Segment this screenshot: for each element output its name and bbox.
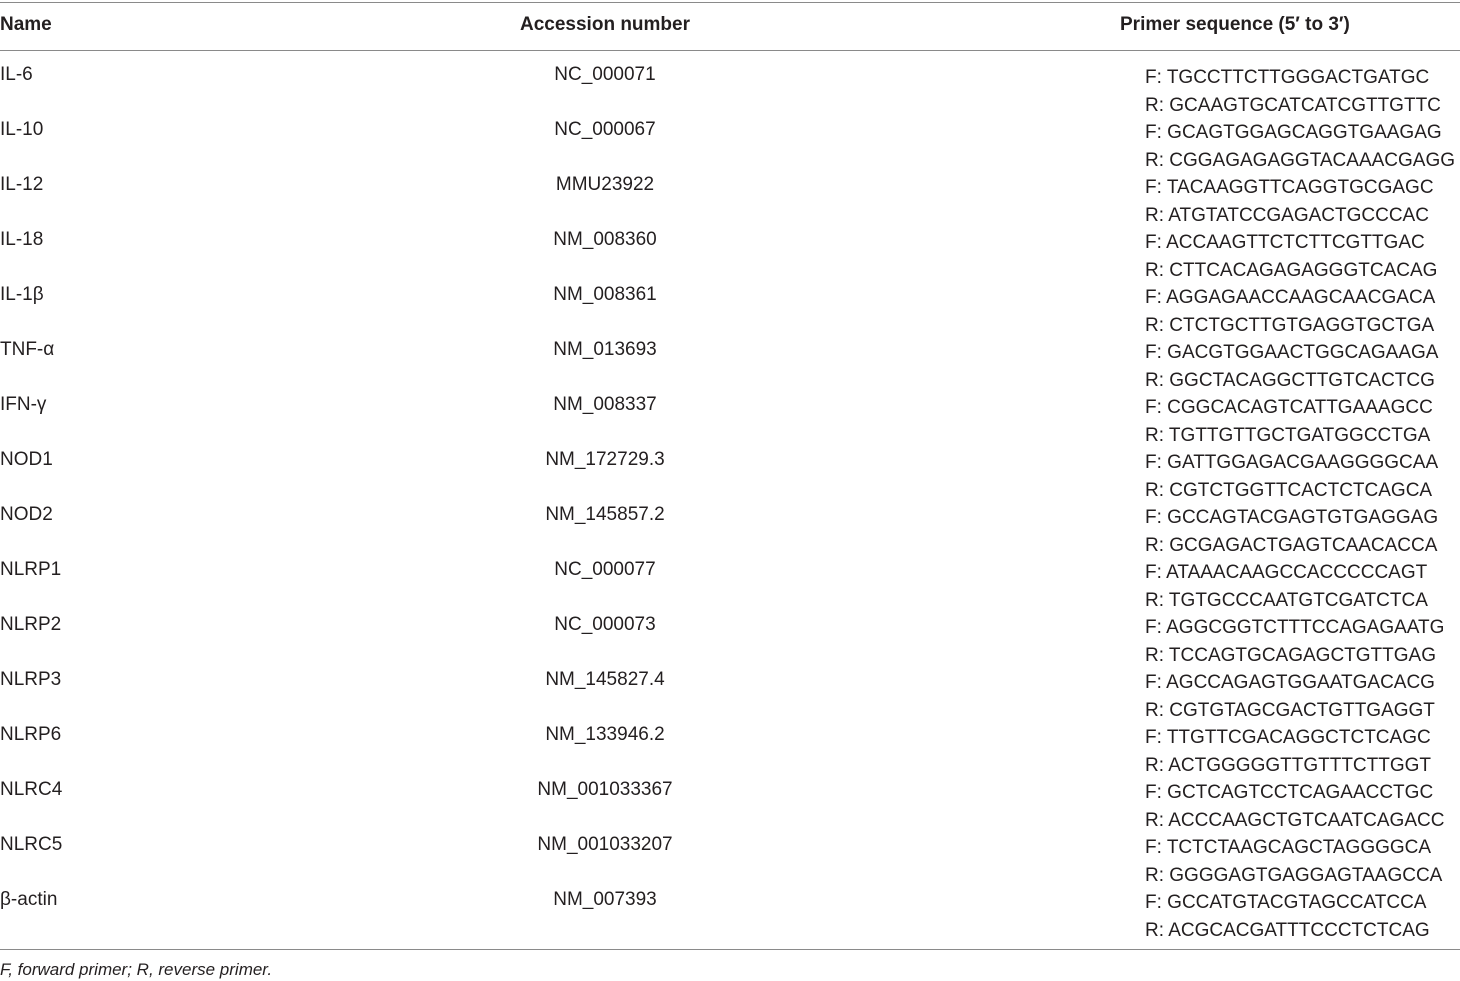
table-footnote: F, forward primer; R, reverse primer. (0, 960, 273, 979)
primer-sequence-cell (1145, 834, 1442, 889)
reverse-primer: R: TGTGCCCAATGTCGATCTCA (1145, 589, 1428, 611)
primer-sequence-cell (1145, 174, 1434, 229)
reverse-primer: R: ACGCACGATTTCCCTCTCAG (1145, 919, 1430, 941)
table-row (0, 445, 1460, 500)
header-accession: Accession number (520, 14, 690, 35)
forward-primer: F: GCCATGTACGTAGCCATCCA (1145, 892, 1427, 913)
primer-sequence-cell (1145, 64, 1441, 119)
forward-primer: F: ACCAAGTTCTCTTCGTTGAC (1145, 232, 1425, 253)
accession-number-cell: NM_008360 (553, 229, 657, 250)
table-row (0, 610, 1460, 665)
primer-sequence-cell (1145, 779, 1444, 834)
forward-primer: F: TCTCTAAGCAGCTAGGGGCA (1145, 837, 1432, 858)
primer-sequence-cell (1145, 724, 1431, 779)
table-row (0, 335, 1460, 390)
gene-name-cell: IL-1β (0, 284, 44, 305)
reverse-primer: R: CGGAGAGAGGTACAAACGAGG (1145, 149, 1456, 171)
primer-sequence-cell (1145, 339, 1438, 394)
accession-number-cell: NM_008361 (553, 284, 657, 305)
table-bottom-rule (0, 949, 1460, 950)
table-row (0, 775, 1460, 830)
accession-number-cell: NM_008337 (553, 394, 657, 415)
accession-number-cell: NC_000067 (554, 119, 656, 140)
table-row (0, 60, 1460, 115)
gene-name-cell: NOD2 (0, 504, 53, 525)
gene-name-cell: IL-10 (0, 119, 44, 140)
header-rule (0, 50, 1460, 51)
table-row (0, 830, 1460, 885)
table-row (0, 555, 1460, 610)
forward-primer: F: AGGAGAACCAAGCAACGACA (1145, 287, 1436, 308)
reverse-primer: R: GCAAGTGCATCATCGTTGTTC (1145, 94, 1441, 116)
table-row (0, 225, 1460, 280)
primer-sequence-cell (1145, 449, 1438, 504)
forward-primer: F: GATTGGAGACGAAGGGGCAA (1145, 452, 1439, 473)
accession-number-cell: NC_000077 (554, 559, 656, 580)
accession-number-cell: NM_013693 (553, 339, 657, 360)
reverse-primer: R: CTTCACAGAGAGGGTCACAG (1145, 259, 1438, 281)
reverse-primer: R: ATGTATCCGAGACTGCCCAC (1145, 204, 1429, 226)
table-body (0, 60, 1460, 940)
primer-sequence-cell (1145, 119, 1455, 174)
header-primer: Primer sequence (5′ to 3′) (1120, 14, 1350, 35)
reverse-primer: R: GGGGAGTGAGGAGTAAGCCA (1145, 864, 1443, 886)
gene-name-cell: IFN-γ (0, 394, 47, 415)
forward-primer: F: TGCCTTCTTGGGACTGATGC (1145, 67, 1430, 88)
accession-number-cell: NM_145827.4 (545, 669, 665, 690)
accession-number-cell: NM_007393 (553, 889, 657, 910)
forward-primer: F: CGGCACAGTCATTGAAAGCC (1145, 397, 1433, 418)
gene-name-cell: NLRC5 (0, 834, 63, 855)
table-row (0, 500, 1460, 555)
primer-sequence-cell (1145, 889, 1430, 944)
primer-sequence-cell (1145, 669, 1435, 724)
table-row (0, 390, 1460, 445)
table-row (0, 170, 1460, 225)
forward-primer: F: GCTCAGTCCTCAGAACCTGC (1145, 782, 1434, 803)
reverse-primer: R: CTCTGCTTGTGAGGTGCTGA (1145, 314, 1435, 336)
reverse-primer: R: CGTGTAGCGACTGTTGAGGT (1145, 699, 1435, 721)
gene-name-cell: NLRP6 (0, 724, 62, 745)
reverse-primer: R: TGTTGTTGCTGATGGCCTGA (1145, 424, 1431, 446)
primer-sequence-cell (1145, 614, 1444, 669)
reverse-primer: R: CGTCTGGTTCACTCTCAGCA (1145, 479, 1433, 501)
primer-sequence-cell (1145, 229, 1437, 284)
reverse-primer: R: ACCCAAGCTGTCAATCAGACC (1145, 809, 1445, 831)
gene-name-cell: β-actin (0, 889, 58, 910)
forward-primer: F: AGGCGGTCTTTCCAGAGAATG (1145, 617, 1445, 638)
accession-number-cell: NM_001033207 (537, 834, 673, 855)
accession-number-cell: NC_000071 (554, 64, 656, 85)
table-row (0, 885, 1460, 940)
primer-sequence-cell (1145, 394, 1433, 449)
gene-name-cell: NLRP2 (0, 614, 62, 635)
accession-number-cell: MMU23922 (555, 174, 655, 195)
table-row (0, 720, 1460, 775)
forward-primer: F: TTGTTCGACAGGCTCTCAGC (1145, 727, 1431, 748)
reverse-primer: R: ACTGGGGGTTGTTTCTTGGT (1145, 754, 1432, 776)
gene-name-cell: NOD1 (0, 449, 53, 470)
accession-number-cell: NM_133946.2 (545, 724, 665, 745)
accession-number-cell: NM_001033367 (537, 779, 673, 800)
forward-primer: F: ATAAACAAGCCACCCCCAGT (1145, 562, 1428, 583)
table-row (0, 665, 1460, 720)
gene-name-cell: IL-6 (0, 64, 33, 85)
forward-primer: F: AGCCAGAGTGGAATGACACG (1145, 672, 1435, 693)
table-header (0, 14, 1460, 40)
primer-sequence-cell (1145, 504, 1438, 559)
gene-name-cell: IL-18 (0, 229, 44, 250)
accession-number-cell: NC_000073 (554, 614, 656, 635)
reverse-primer: R: GCGAGACTGAGTCAACACCA (1145, 534, 1438, 556)
forward-primer: F: GCCAGTACGAGTGTGAGGAG (1145, 507, 1439, 528)
primer-sequence-cell (1145, 559, 1428, 614)
gene-name-cell: NLRC4 (0, 779, 63, 800)
reverse-primer: R: TCCAGTGCAGAGCTGTTGAG (1145, 644, 1436, 666)
forward-primer: F: GCAGTGGAGCAGGTGAAGAG (1145, 122, 1442, 143)
accession-number-cell: NM_172729.3 (545, 449, 665, 470)
gene-name-cell: NLRP1 (0, 559, 62, 580)
table-top-rule (0, 2, 1460, 3)
header-name: Name (0, 14, 52, 35)
reverse-primer: R: GGCTACAGGCTTGTCACTCG (1145, 369, 1435, 391)
gene-name-cell: NLRP3 (0, 669, 62, 690)
forward-primer: F: TACAAGGTTCAGGTGCGAGC (1145, 177, 1434, 198)
table-row (0, 280, 1460, 335)
gene-name-cell: TNF-α (0, 339, 55, 360)
primer-sequence-cell (1145, 284, 1435, 339)
forward-primer: F: GACGTGGAACTGGCAGAAGA (1145, 342, 1439, 363)
gene-name-cell: IL-12 (0, 174, 44, 195)
table-row (0, 115, 1460, 170)
accession-number-cell: NM_145857.2 (545, 504, 665, 525)
